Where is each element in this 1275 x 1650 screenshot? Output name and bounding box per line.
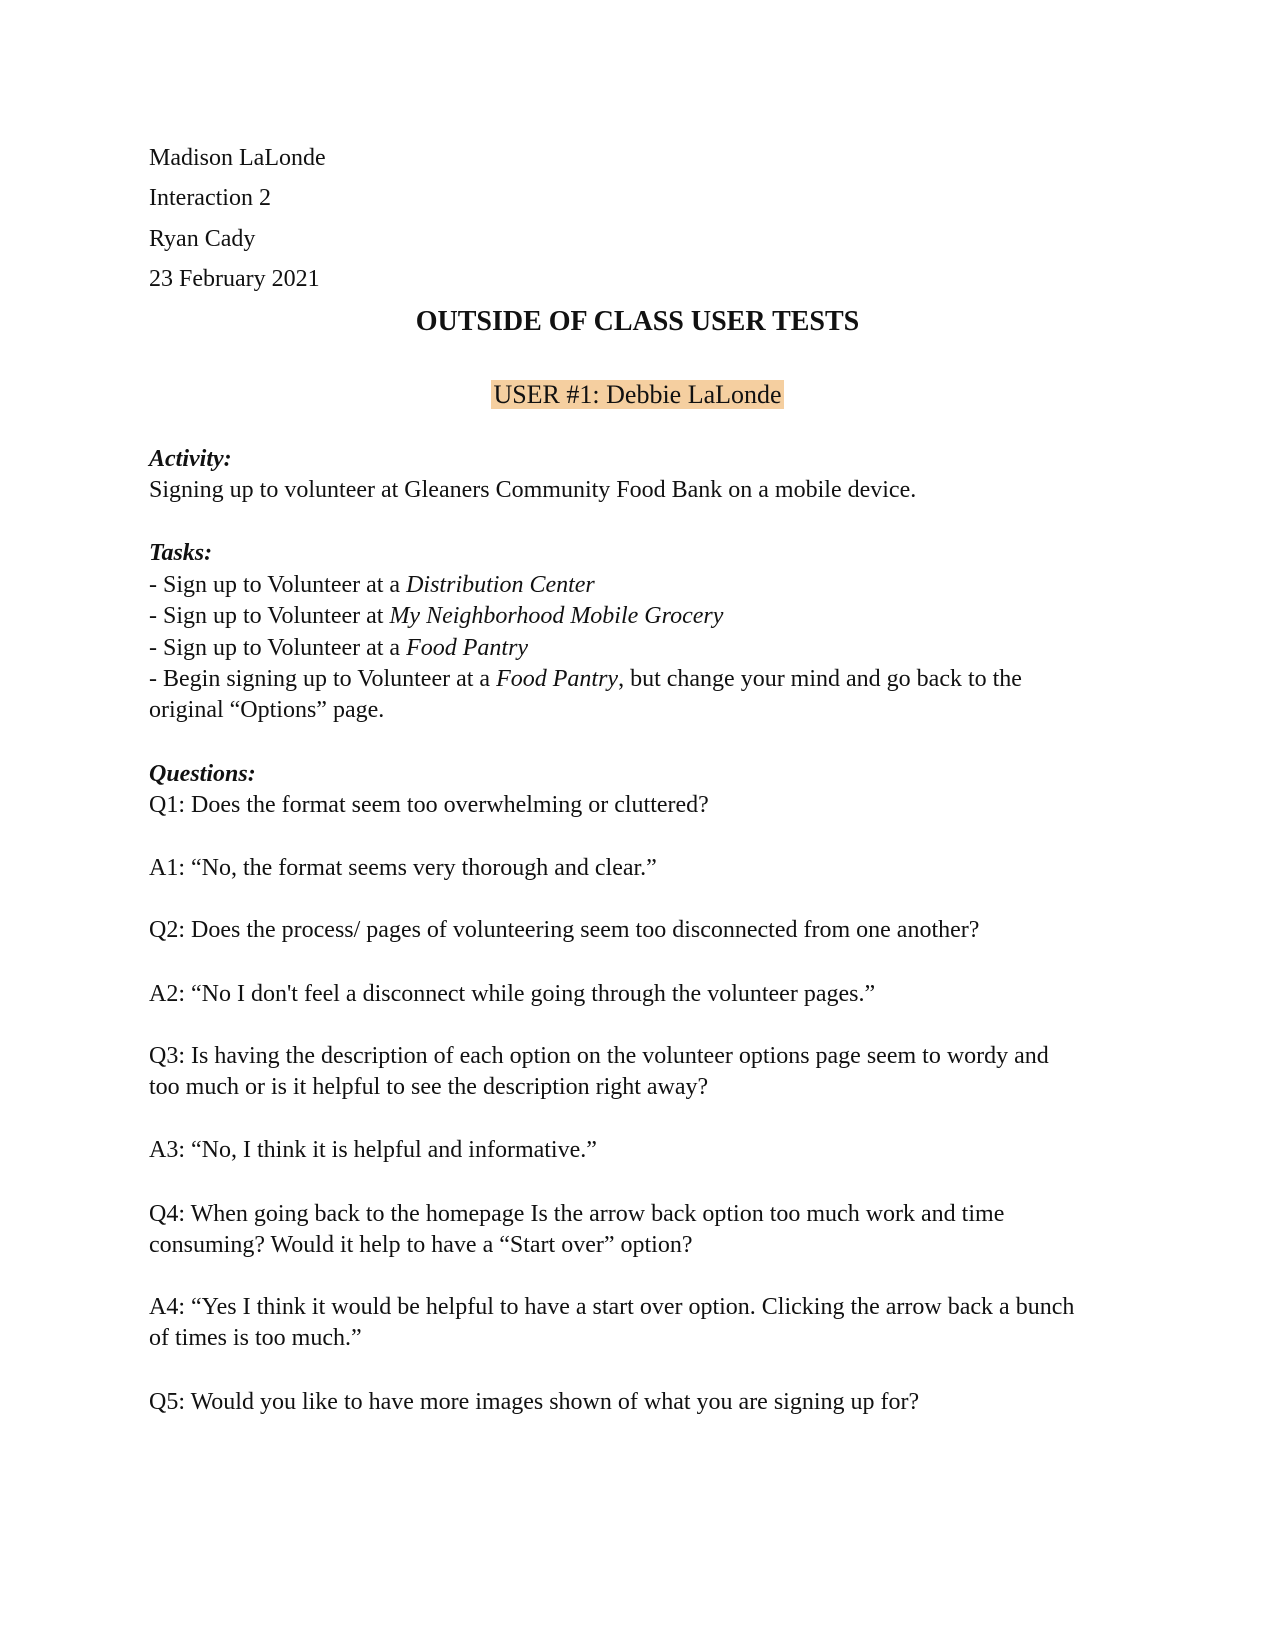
task-item-continued: original “Options” page. — [149, 697, 385, 723]
task-item — [149, 663, 1022, 695]
task-emphasis: My Neighborhood Mobile Grocery — [389, 603, 724, 629]
instructor-name: Ryan Cady — [149, 226, 256, 252]
answer-4: A4: “Yes I think it would be helpful to have a start over option. Clicking the arrow back a bunch — [149, 1294, 1075, 1320]
question-4: Q4: When going back to the homepage Is the arrow back option too much work and time — [149, 1201, 1005, 1227]
task-item — [149, 600, 723, 632]
questions-label: Questions: — [149, 761, 256, 787]
answer-2: A2: “No I don't feel a disconnect while going through the volunteer pages.” — [149, 981, 876, 1007]
answer-3: A3: “No, I think it is helpful and informative.” — [149, 1137, 597, 1163]
question-5: Q5: Would you like to have more images shown of what you are signing up for? — [149, 1389, 920, 1415]
question-3-continued: too much or is it helpful to see the description right away? — [149, 1074, 709, 1100]
task-text: - Begin signing up to Volunteer at a — [149, 666, 497, 692]
task-item — [149, 569, 595, 601]
task-item — [149, 632, 528, 664]
task-text-suffix: , but change your mind and go back to the — [618, 666, 1022, 692]
user-heading — [0, 378, 1275, 412]
answer-1: A1: “No, the format seems very thorough and clear.” — [149, 855, 657, 881]
tasks-label: Tasks: — [149, 540, 213, 566]
task-emphasis: Food Pantry — [406, 635, 529, 661]
document-title: OUTSIDE OF CLASS USER TESTS — [415, 306, 860, 337]
answer-4-continued: of times is too much.” — [149, 1325, 362, 1351]
activity-text: Signing up to volunteer at Gleaners Community Food Bank on a mobile device. — [149, 477, 917, 503]
question-2: Q2: Does the process/ pages of volunteering seem too disconnected from one another? — [149, 917, 980, 943]
task-text: - Sign up to Volunteer at — [149, 603, 390, 629]
author-name: Madison LaLonde — [149, 145, 326, 171]
task-text: - Sign up to Volunteer at a — [149, 572, 407, 598]
activity-label: Activity: — [149, 446, 232, 472]
question-4-continued: consuming? Would it help to have a “Start over” option? — [149, 1232, 693, 1258]
question-1: Q1: Does the format seem too overwhelming or cluttered? — [149, 792, 709, 818]
question-3: Q3: Is having the description of each option on the volunteer options page seem to wordy and — [149, 1043, 1049, 1069]
document-date: 23 February 2021 — [149, 266, 320, 292]
task-text: - Sign up to Volunteer at a — [149, 635, 407, 661]
user-heading-text: USER #1: Debbie LaLonde — [493, 380, 782, 409]
task-emphasis: Distribution Center — [406, 572, 595, 598]
course-name: Interaction 2 — [149, 185, 271, 211]
task-emphasis: Food Pantry — [496, 666, 619, 692]
